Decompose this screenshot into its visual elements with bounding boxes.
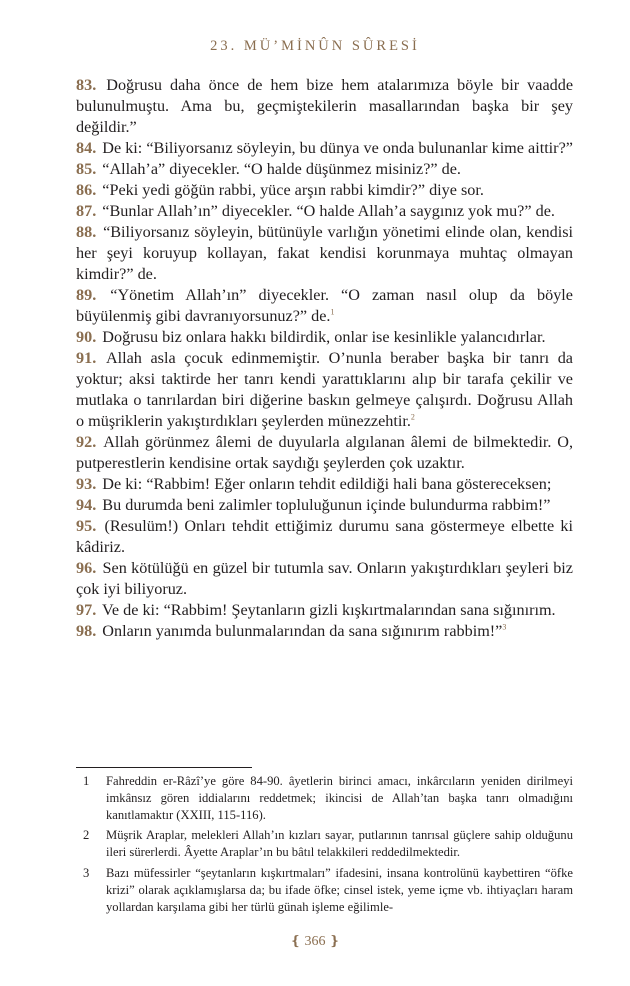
verse-text: “Yönetim Allah’ın” diyecekler. “O zaman nasıl olup da böyle büyülenmiş gibi davranıyorsunuz?” de. [76,286,573,325]
footnote-1 [76,773,573,823]
verse-text: Doğrusu daha önce de hem bize hem atalarımıza böyle bir vaadde bulunulmuştu. Ama bu, geçmiştekilerin masallarından başka bir şey değildir.” [76,76,574,136]
verse-number: 91. [76,349,97,367]
verse-text: Allah görünmez âlemi de duyularla algılanan âlemi de bilmektedir. O, putperestlerin kendisine ortak saydığı şeylerden çok uzaktır. [76,433,573,472]
footnote-text: Müşrik Araplar, melekleri Allah’ın kızları sayar, putlarının tanrısal güçlere sahip olduğunu ileri sürerlerdi. Âyette Araplar’ın bu bâtıl telakkileri reddedilmektedir. [106,828,573,860]
verse-96 [76,558,573,600]
verse-text: Ve de ki: “Rabbim! Şeytanların gizli kışkırtmalarından sana sığınırım. [102,601,556,619]
verse-number: 86. [76,181,97,199]
verse-number: 87. [76,202,97,220]
verse-text: “Biliyorsanız söyleyin, bütünüyle varlığın yönetimi elinde olan, kendisi her şeyi koruyup kollayan, fakat kendisi korunmaya muhtaç olmayan kimdir?” de. [76,223,573,283]
verse-number: 98. [76,622,97,640]
verse-83 [76,75,573,138]
verse-85 [76,159,573,180]
verse-text: Doğrusu biz onlara hakkı bildirdik, onlar ise kesinlikle yalancıdırlar. [102,328,546,346]
verse-text: Sen kötülüğü en güzel bir tutumla sav. Onların yakıştırdıkları şeyleri biz çok iyi biliyoruz. [76,559,573,598]
verse-92 [76,432,573,474]
verse-text: Bu durumda beni zalimler topluluğunun içinde bulundurma rabbim!” [102,496,551,514]
footnote-list [76,773,573,919]
verse-number: 83. [76,76,97,94]
verse-number: 93. [76,475,97,493]
verse-88 [76,222,573,285]
page-number [0,933,630,950]
footnote-3 [76,865,573,915]
verse-number: 90. [76,328,97,346]
verse-number: 92. [76,433,97,451]
verse-text: “Peki yedi göğün rabbi, yüce arşın rabbi kimdir?” diye sor. [102,181,484,199]
verse-87 [76,201,573,222]
footnote-number: 1 [83,774,90,788]
footnote-number: 2 [83,828,90,843]
verse-97 [76,600,573,621]
footnote-ref[interactable]: 1 [330,307,335,317]
verse-number: 85. [76,160,97,178]
footnote-ref[interactable]: 2 [410,412,415,422]
verse-90 [76,327,573,348]
verse-text: De ki: “Rabbim! Eğer onların tehdit edildiği hali bana göstereceksen; [102,475,552,493]
verse-number: 84. [76,139,97,157]
verse-number: 97. [76,601,97,619]
footnote-2 [76,827,573,861]
verse-text: (Resulüm!) Onları tehdit ettiğimiz durumu sana göstermeye elbette ki kâdiriz. [76,517,573,556]
verse-text: Onların yanımda bulunmalarından da sana sığınırım rabbim!” [102,622,503,640]
verse-95 [76,516,573,558]
footnote-divider [76,767,252,768]
verse-text: De ki: “Biliyorsanız söyleyin, bu dünya ve onda bulunanlar kime aittir?” [102,139,573,157]
surah-header: 23. MÜ’MİNÛN SÛRESİ [210,38,420,54]
footnote-number: 3 [83,865,90,880]
verse-number: 89. [76,286,97,304]
verse-84 [76,138,573,159]
verse-number: 94. [76,496,97,514]
verse-86 [76,180,573,201]
verse-number: 96. [76,559,97,577]
page-number-value: 366 [304,934,326,949]
verse-93 [76,474,573,495]
verse-number: 95. [76,517,97,535]
verse-94 [76,495,573,516]
verse-text: “Allah’a” diyecekler. “O halde düşünmez misiniz?” de. [102,160,461,178]
footnote-text: Fahreddin er-Râzî’ye göre 84-90. âyetlerin birinci amacı, inkârcıların yeniden dirilmeyi imkânsız gören iddialarını reddetmek; ikincisi de Allah’tan başka tanrı olmadığını kanıtlamaktır (XXIII, 115-116). [106,774,573,822]
ornament-right-icon: ❵ [329,933,340,948]
verse-98 [76,621,573,642]
footnote-text: Bazı müfessirler “şeytanların kışkırtmaları” ifadesini, insana kontrolünü kaybettiren “öfke krizi” olarak açıklamışlarsa da; bu ifade öfke; cinsel istek, yeme içme vb. ihtiyaçları haram yollardan karşılama gibi her türlü günah işleme eğilimle- [106,865,573,914]
verse-text: Allah asla çocuk edinmemiştir. O’nunla beraber başka bir tanrı da yoktur; aksi taktirde her tanrı kendi yarattıklarını alıp bir tarafa çekilir ve mutlaka o tanrılardan biri diğerine baskın gelmeye çalışırdı. Doğrusu Allah o müşriklerin yakıştırdıkları şeylerden münezzehtir. [76,349,573,430]
verse-list [76,75,573,642]
ornament-left-icon: ❴ [290,933,301,948]
verse-91 [76,348,573,432]
verse-text: “Bunlar Allah’ın” diyecekler. “O halde Allah’a saygınız yok mu?” de. [102,202,555,220]
verse-number: 88. [76,223,97,241]
verse-89 [76,285,573,327]
footnote-ref[interactable]: 3 [502,622,507,632]
